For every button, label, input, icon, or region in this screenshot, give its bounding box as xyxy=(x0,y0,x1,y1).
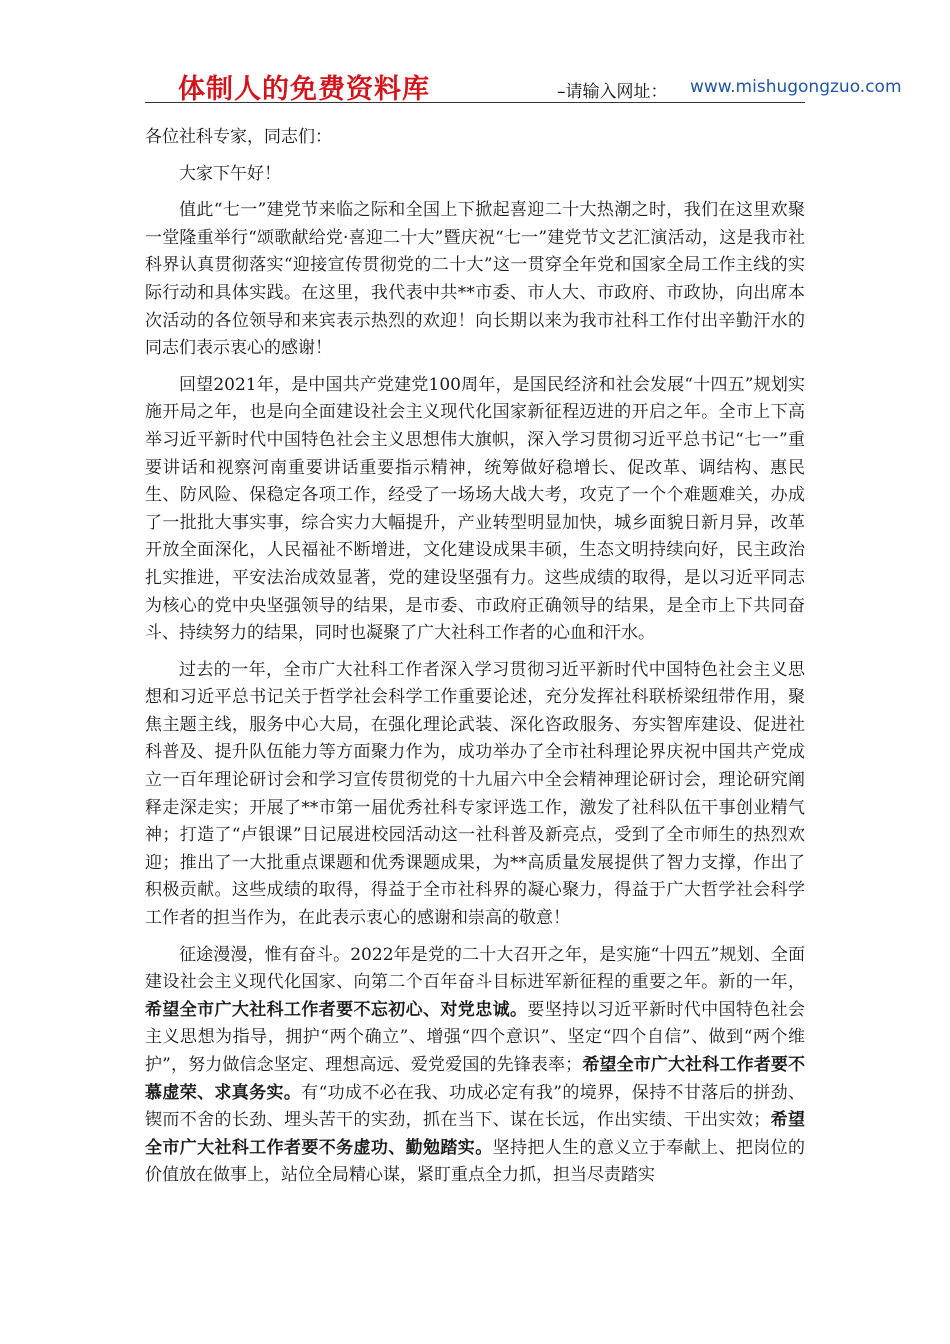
paragraph-4-text-3: 有“功成不必在我、功成必定有我”的境界，保持不甘落后的拼劲、锲而不舍的长劲、埋头苦干的实劲，抓在当下、谋在长远，作出实绩、干出实效； xyxy=(145,1082,806,1131)
site-url-link[interactable]: www.mishugongzuo.com xyxy=(690,77,902,97)
paragraph-3: 过去的一年，全市广大社科工作者深入学习贯彻习近平新时代中国特色社会主义思想和习近平总书记关于哲学社会科学工作重要论述，充分发挥社科联桥梁纽带作用，聚焦主题主线，服务中心大局，在强化理论武装、深化咨政服务、夯实智库建设、促进社科普及、提升队伍能力等方面聚力作为，成功举办了全市社科理论界庆祝中国共产党成立一百年理论研讨会和学习宣传贯彻党的十九届六中全会精神理论研讨会，理论研究阐释走深走实；开展了**市第一届优秀社科专家评选工作，激发了社科队伍干事创业精气神；打造了“卢银课”日记展进校园活动这一社科普及新亮点，受到了全市师生的热烈欢迎；推出了一大批重点课题和优秀课题成果，为**高质量发展提供了智力支撑，作出了积极贡献。这些成绩的取得，得益于全市社科界的凝心聚力，得益于广大哲学社会科学工作者的担当作为，在此表示衷心的感谢和崇高的敬意！ xyxy=(145,659,805,929)
paragraph-1: 值此“七一”建党节来临之际和全国上下掀起喜迎二十大热潮之时，我们在这里欢聚一堂隆重举行“颂歌献给党·喜迎二十大”暨庆祝“七一”建党节文艺汇演活动，这是我市社科界认真贯彻落实“迎接宣传贯彻党的二十大”这一贯穿全年党和国家全局工作主线的实际行动和具体实践。在这里，我代表中共**市委、市人大、市政府、市政协，向出席本次活动的各位领导和来宾表示热烈的欢迎！向长期以来为我市社科工作付出辛勤汗水的同志们表示衷心的感谢！ xyxy=(145,200,805,359)
paragraph-2: 回望2021年，是中国共产党建党100周年，是国民经济和社会发展“十四五”规划实施开局之年，也是向全面建设社会主义现代化国家新征程迈进的开启之年。全市上下高举习近平新时代中国特色社会主义思想伟大旗帜，深入学习贯彻习近平总书记“七一”重要讲话和视察河南重要讲话重要指示精神，统筹做好稳增长、促改革、调结构、惠民生、防风险、保稳定各项工作，经受了一场场大战大考，攻克了一个个难题难关，办成了一批批大事实事，综合实力大幅提升，产业转型明显加快，城乡面貌日新月异，改革开放全面深化，人民福祉不断增进，文化建设成果丰硕，生态文明持续向好，民主政治扎实推进，平安法治成效显著，党的建设坚强有力。这些成绩的取得，是以习近平同志为核心的党中央坚强领导的结果，是市委、市政府正确领导的结果，是全市上下共同奋斗、持续努力的结果，同时也凝聚了广大社科工作者的心血和汗水。 xyxy=(145,374,805,644)
paragraph-4 xyxy=(145,942,805,1190)
paragraph-4-emphasis-3: 希望全市广大社科工作者要不务虚功、勤勉踏实。 xyxy=(145,1110,806,1158)
paragraph-4-text-2: 要坚持以习近平新时代中国特色社会主义思想为指导，拥护“两个确立”、增强“四个意识”、坚定“四个自信”、做到“两个维护”，努力做信念坚定、理想高远、爱党爱国的先锋表率； xyxy=(145,999,806,1075)
paragraph-4-emphasis-1: 希望全市广大社科工作者要不忘初心、对党忠诚。 xyxy=(145,999,528,1020)
paragraph-4-text-4: 坚持把人生的意义立于奉献上、把岗位的价值放在做事上，站位全局精心谋，紧盯重点全力抓，担当尽责踏实 xyxy=(145,1137,806,1186)
greeting: 大家下午好！ xyxy=(179,163,281,184)
page-header xyxy=(145,70,902,105)
salutation: 各位社科专家，同志们： xyxy=(145,127,332,147)
site-name: 体制人的免费资料库 xyxy=(178,74,430,105)
document-body xyxy=(145,124,805,1199)
url-prompt: –请输入网址： xyxy=(557,82,668,102)
paragraph-4-emphasis-2: 希望全市广大社科工作者要不慕虚荣、求真务实。 xyxy=(145,1055,805,1103)
paragraph-4-text-1: 征途漫漫，惟有奋斗。2022年是党的二十大召开之年，是实施“十四五”规划、全面建设社会主义现代化国家、向第二个百年奋斗目标进军新征程的重要之年。新的一年， xyxy=(145,944,805,993)
